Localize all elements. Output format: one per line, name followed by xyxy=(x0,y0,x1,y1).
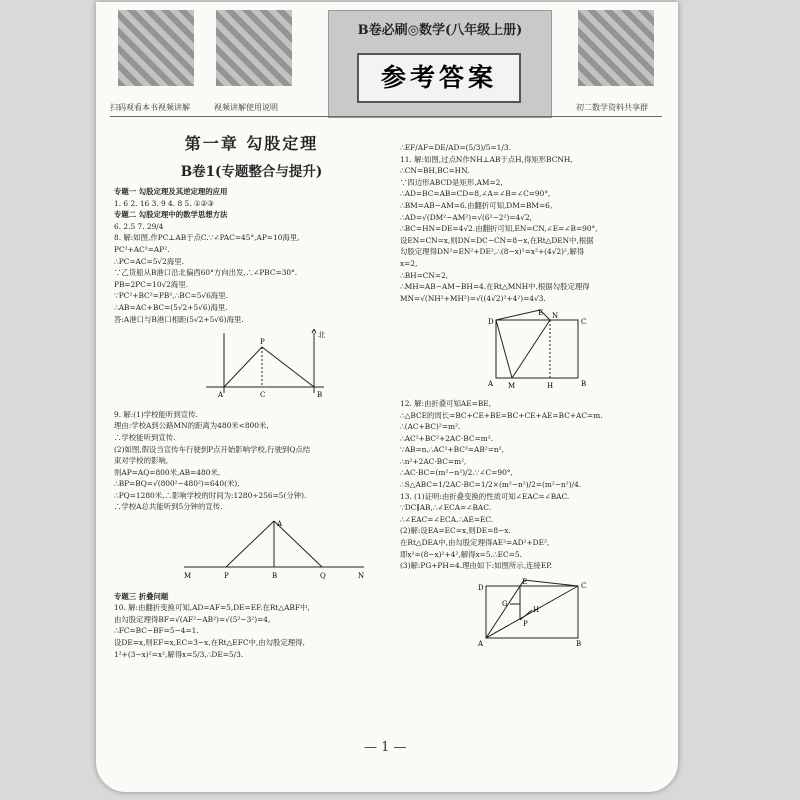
qr-code-right xyxy=(578,10,654,86)
figure-11 xyxy=(400,308,670,390)
text-line: 勾股定理得DN²=EN²+DE²,∴(8−x)²=x²+(4√2)²,解得 xyxy=(400,247,585,257)
page-number: — 1 — xyxy=(364,740,407,755)
fig13-label-e: E xyxy=(522,577,528,586)
text-line: 即x²=(8−x)²+4²,解得x=5.∴EC=5. xyxy=(400,549,522,559)
text-line: 则AP=AQ=800米,AB=480米, xyxy=(114,467,221,477)
text-line: 理由:学校A到公路MN的距离为480米<800米, xyxy=(114,421,269,431)
text-line: 设EN=CN=x,则DN=DC−CN=8−x,在Rt△DEN中,根据 xyxy=(400,235,594,245)
fig13-label-p: P xyxy=(523,619,528,628)
text-line: ∵乙货船从B港口沿北偏西60°方向出发,∴∠PBC=30°. xyxy=(114,268,298,278)
text-line: x=2, xyxy=(400,258,418,268)
text-line: ∴△BCE的周长=BC+CE+BE=BC+CE+AE=BC+AC=m. xyxy=(400,410,603,420)
right-column xyxy=(400,142,670,655)
text-line: ∴S△ABC=1/2AC·BC=1/2×(m²−n²)/2=(m²−n²)/4. xyxy=(400,480,582,490)
qr-label-right: 初二数学资料共享群 xyxy=(576,103,648,112)
text-line: 设DE=x,则EF=x,EC=3−x,在Rt△EFC中,由勾股定理得, xyxy=(114,638,305,648)
text-line: 在Rt△DEA中,由勾股定理得AE²=AD²+DE², xyxy=(400,538,550,548)
text-line: ∴CN=BH,BC=HN. xyxy=(400,166,470,176)
fig8-label-b: B xyxy=(317,391,323,400)
text-line: MN=√(NH²+MH²)=√((4√2)²+4²)=4√3. xyxy=(400,293,546,303)
fig8-label-c: C xyxy=(260,391,266,400)
text-line: ∴BM=AB−AM=6.由翻折可知,DM=BM=6, xyxy=(400,200,553,210)
figure-13 xyxy=(400,576,670,648)
section-title: B卷1(专题整合与提升) xyxy=(180,164,323,180)
text-line: 束对学校的影响, xyxy=(114,456,169,466)
text-line: PC²+AC²=AP². xyxy=(114,244,170,254)
text-line: ∵DC∥AB,∴∠ECA=∠BAC. xyxy=(400,503,491,513)
text-line: ∴BH=CN=2, xyxy=(400,270,449,280)
text-line: 9. 解:(1)学校能听到宣传. xyxy=(114,409,198,419)
fig11-label-e: E xyxy=(538,309,544,318)
text-line: 13. (1)证明:由折叠变换的性质可知∠EAC=∠BAC. xyxy=(400,491,570,501)
text-line: (3)解:PG+PH=4.理由如下:如图所示,连接EP. xyxy=(400,561,553,571)
fig11-label-m: M xyxy=(508,382,516,391)
text-line: 11. 解:如图,过点N作NH⊥AB于点H,得矩形BCNH, xyxy=(400,154,573,164)
fig11-label-b: B xyxy=(581,380,587,389)
fig9-label-a: A xyxy=(277,520,283,529)
text-line: ∵AB=n,∴AC²+BC²=AB²=n², xyxy=(400,445,504,455)
chapter-title: 第一章 勾股定理 xyxy=(184,134,319,153)
qr-label-mid: 视频讲解使用说明 xyxy=(214,103,278,112)
qr-code-mid xyxy=(216,10,292,86)
text-line: ∴∠EAC=∠ECA.∴AE=EC. xyxy=(400,514,494,524)
text-line: ∴n²+2AC·BC=m², xyxy=(400,456,467,466)
fig9-label-m: M xyxy=(184,572,192,581)
fig9-label-q: Q xyxy=(320,572,326,581)
fig9-label-p: P xyxy=(224,572,229,581)
text-line: 1²+(3−x)²=x²,解得x=5/3,∴DE=5/3. xyxy=(114,649,244,659)
fig9-label-n: N xyxy=(358,572,365,581)
fig13-label-g: G xyxy=(502,599,508,608)
text-line: ∴PQ=1280米,∴影响学校的时间为:1280÷256=5(分钟). xyxy=(114,490,307,500)
text-line: 1. 6 2. 16 3. 9 4. 8 5. ①②③ xyxy=(114,198,214,208)
left-column xyxy=(114,122,389,660)
text-line: 由勾股定理得BF=√(AF²−AB²)=√(5²−3²)=4, xyxy=(114,614,271,624)
fig8-label-north: 北 xyxy=(318,331,325,340)
text-line: ∴AD=√(DM²−AM²)=√(6²−2²)=4√2, xyxy=(400,212,532,222)
text-line: 专题一 勾股定理及其逆定理的应用 xyxy=(114,187,228,196)
text-line: 6. 2.5 7. 29/4 xyxy=(114,221,164,231)
qr-label-left: 扫码观看本书视频讲解 xyxy=(110,103,190,112)
qr-code-left xyxy=(118,10,194,86)
fig13-label-c: C xyxy=(581,581,587,590)
text-line: (2)解:设EA=EC=x,则DE=8−x. xyxy=(400,526,511,536)
text-line: PB=2PC=10√2海里. xyxy=(114,279,189,289)
text-line: ∴AD=BC=AB=CD=8,∠A=∠B=∠C=90°, xyxy=(400,189,551,199)
text-line: ∴MH=AB−AM−BH=4.在Rt△MNH中,根据勾股定理得 xyxy=(400,282,590,292)
answer-title: 参考答案 xyxy=(357,53,521,103)
text-line: 12. 解:由折叠可知AE=BE, xyxy=(400,398,492,408)
text-line: 专题三 折叠问题 xyxy=(114,591,169,601)
text-line: ∴FC=BC−BF=5−4=1. xyxy=(114,626,199,636)
text-line: 10. 解:由翻折变换可知,AD=AF=5,DE=EF.在Rt△ABF中, xyxy=(114,603,310,613)
text-line: ∴学校能听到宣传. xyxy=(114,432,176,442)
fig13-label-h: H xyxy=(533,605,540,614)
text-line: (2)如图,假设当宣传车行驶到P点开始影响学校,行驶到Q点结 xyxy=(114,444,311,454)
header-banner xyxy=(328,10,552,118)
fig9-label-b: B xyxy=(272,572,278,581)
answer-page xyxy=(96,2,678,792)
fig13-label-d: D xyxy=(478,583,484,592)
figure-9 xyxy=(114,517,389,583)
series-title: B卷必刷◎数学(八年级上册) xyxy=(357,23,523,38)
text-line: ∵四边形ABCD是矩形,AM=2, xyxy=(400,177,503,187)
text-line: 8. 解:如图,作PC⊥AB于点C.∵∠PAC=45°,AP=10海里, xyxy=(114,233,300,243)
fig8-label-p: P xyxy=(260,338,265,347)
text-line: ∵PC²+BC²=PB²,∴BC=5√6海里. xyxy=(114,291,228,301)
text-line: 答:A港口与B港口相距(5√2+5√6)海里. xyxy=(114,314,244,324)
text-line: ∴PC=AC=5√2海里. xyxy=(114,256,184,266)
text-line: 专题二 勾股定理中的数学思想方法 xyxy=(114,210,228,220)
text-line: ∴AC·BC=(m²−n²)/2.∵∠C=90°, xyxy=(400,468,513,478)
fig8-label-a: A xyxy=(218,391,224,400)
fig11-label-h: H xyxy=(547,382,554,391)
figure-8 xyxy=(114,329,389,401)
text-line: ∴学校A总共能听到5分钟的宣传. xyxy=(114,502,223,512)
header-divider xyxy=(110,116,662,117)
text-line: ∴AC²+BC²+2AC·BC=m². xyxy=(400,433,494,443)
text-line: ∴(AC+BC)²=m². xyxy=(400,422,461,432)
text-line: ∴AB=AC+BC=(5√2+5√6)海里. xyxy=(114,302,228,312)
text-line: ∴BP=BQ=√(800²−480²)=640(米), xyxy=(114,479,240,489)
text-line: ∴EF/AF=DE/AD=(5/3)/5=1/3. xyxy=(400,143,511,152)
fig11-label-d: D xyxy=(488,318,494,327)
fig11-label-c: C xyxy=(581,318,587,327)
fig13-label-a: A xyxy=(478,639,484,648)
fig11-label-n: N xyxy=(552,312,559,321)
fig11-label-a: A xyxy=(488,380,494,389)
fig13-label-b: B xyxy=(576,639,582,648)
text-line: ∴BC=HN=DE=4√2.由翻折可知,EN=CN,∠E=∠B=90°, xyxy=(400,224,598,234)
